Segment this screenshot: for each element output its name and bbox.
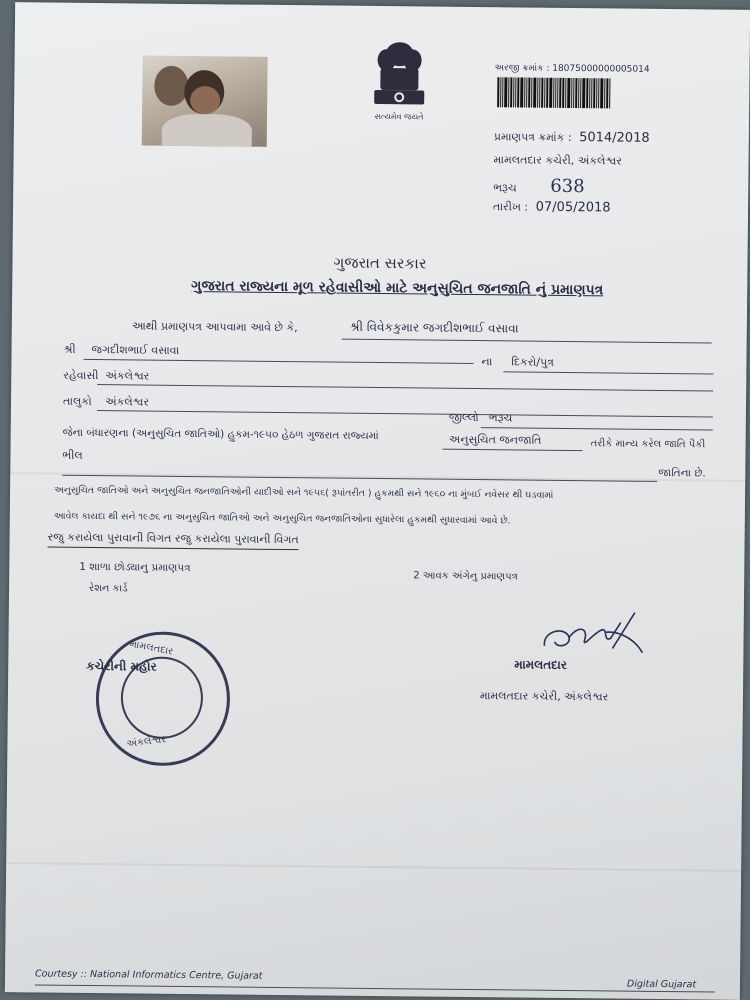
shri-label: શ્રી <box>63 342 76 356</box>
intro-text: આથી પ્રમાણપત્ર આપવામા આવે છે કે, <box>131 319 298 335</box>
signatory-title: મામલતદાર <box>514 657 568 672</box>
government-title: ગુજરાત સરકાર <box>333 253 427 273</box>
paper-crease <box>6 862 741 872</box>
certificate-number-row <box>494 129 650 146</box>
footer-digital-gujarat: Digital Gujarat <box>626 978 697 991</box>
legal-paragraph-line1: અનુસુચિત જાતિઓ અને અનુસુચિત જનજાતિઓની યાદીઓ સને ૧૯૫૬( રૂપાંતરીત ) હુકમથી સને ૧૯૬૦ ના મુંબઈ નવેસર થી ઘડવામાં <box>54 484 554 501</box>
underline <box>97 384 713 391</box>
application-number: અરજી ક્રમાંક : 18075000000005014 <box>494 63 650 75</box>
fee-row <box>493 175 585 197</box>
footer-courtesy: Courtesy :: National Informatics Centre, Gujarat <box>34 968 263 982</box>
certificate-title: ગુજરાત રાજ્યના મૂળ રહેવાસીઓ માટે અનુસુચિત જનજાતિ નું પ્રમાણપત્ર <box>191 278 604 299</box>
emblem-motto: સત્યમેવ જયતે <box>374 111 424 122</box>
underline <box>97 410 713 417</box>
resident-label: રહેવાસી <box>63 368 99 383</box>
certificate-page <box>5 2 750 1000</box>
taluka-label: તાલુકો <box>62 394 92 409</box>
underline <box>481 427 713 430</box>
seal-text: કચેરીની મહોર <box>86 658 157 674</box>
category: અનુસુચિત જનજાતિ <box>448 432 542 447</box>
seal-ring-top: મામલતદાર <box>128 638 175 658</box>
legal-paragraph-line2: આવેલ કાયદા થી સને ૧૯૭૬ ના અનુસુચિત જાતિઓ અને અનુસુચિત જનજાતિઓના સુધારેલા હુકમથી સુધારવામાં આવે છે. <box>53 510 511 527</box>
evidence-item-1b: રેશન કાર્ડ <box>89 582 128 595</box>
district-label: જીલ્લો <box>448 410 479 425</box>
certificate-number: 5014/2018 <box>579 130 650 146</box>
recognized-text: તરીકે માન્ય કરેલ જાતિ પૈકી <box>590 438 706 451</box>
underline <box>503 371 713 374</box>
fee-label: ભરૂચ <box>493 181 517 195</box>
footer-line <box>35 984 715 992</box>
applicant-photo <box>142 56 268 147</box>
father-name: જગદીશભાઈ વસાવા <box>91 342 180 357</box>
barcode <box>497 77 647 109</box>
evidence-heading: રજુ કરાયેલા પુરાવાની વિગત રજુ કરાયેલા પુરાવાની વિગત <box>47 531 298 551</box>
office-seal <box>95 631 230 766</box>
certificate-number-label: પ્રમાણપત્ર ક્રમાંક : <box>493 130 572 145</box>
seal-ring-bottom: અંકલેશ્વર <box>125 734 168 751</box>
order-text: જેના બંધારણના (અનુસુચિત જાતિઓ) હુકમ-૧૯૫૦ હેઠળ ગુજરાત રાજ્યમાં <box>62 426 379 443</box>
date-label: તારીખ : <box>493 200 529 214</box>
applicant-name: શ્રી વિવેકકુમાર જગદીશભાઈ વસાવા <box>349 319 519 336</box>
underline <box>443 449 583 451</box>
date-row <box>493 199 611 215</box>
signatory-office: મામલતદાર કચેરી, અંકલેશ્વર <box>479 689 609 704</box>
taluka-value: અંકલેશ્વર <box>104 395 150 409</box>
evidence-item-1: 1 શાળા છોડ્યાનુ પ્રમાણપત્ર <box>79 560 191 575</box>
resident-value: અંકલેશ્વર <box>105 369 150 383</box>
evidence-item-2: 2 આવક અંગેનુ પ્રમાણપત્ર <box>413 570 518 583</box>
caste: ભીલ <box>62 448 83 462</box>
district-value: ભરૂચ <box>488 411 513 425</box>
caste-suffix: જાતિના છે. <box>658 466 706 480</box>
underline <box>342 339 712 344</box>
relation: દિકરો/પુત્ર <box>511 355 554 369</box>
underline <box>83 359 473 364</box>
issue-date: 07/05/2018 <box>535 199 611 216</box>
handwritten-fee: 638 <box>550 175 585 198</box>
issuing-office: મામલતદાર કચેરી, અંકલેશ્વર <box>493 153 623 168</box>
na-label: ના <box>481 355 493 369</box>
